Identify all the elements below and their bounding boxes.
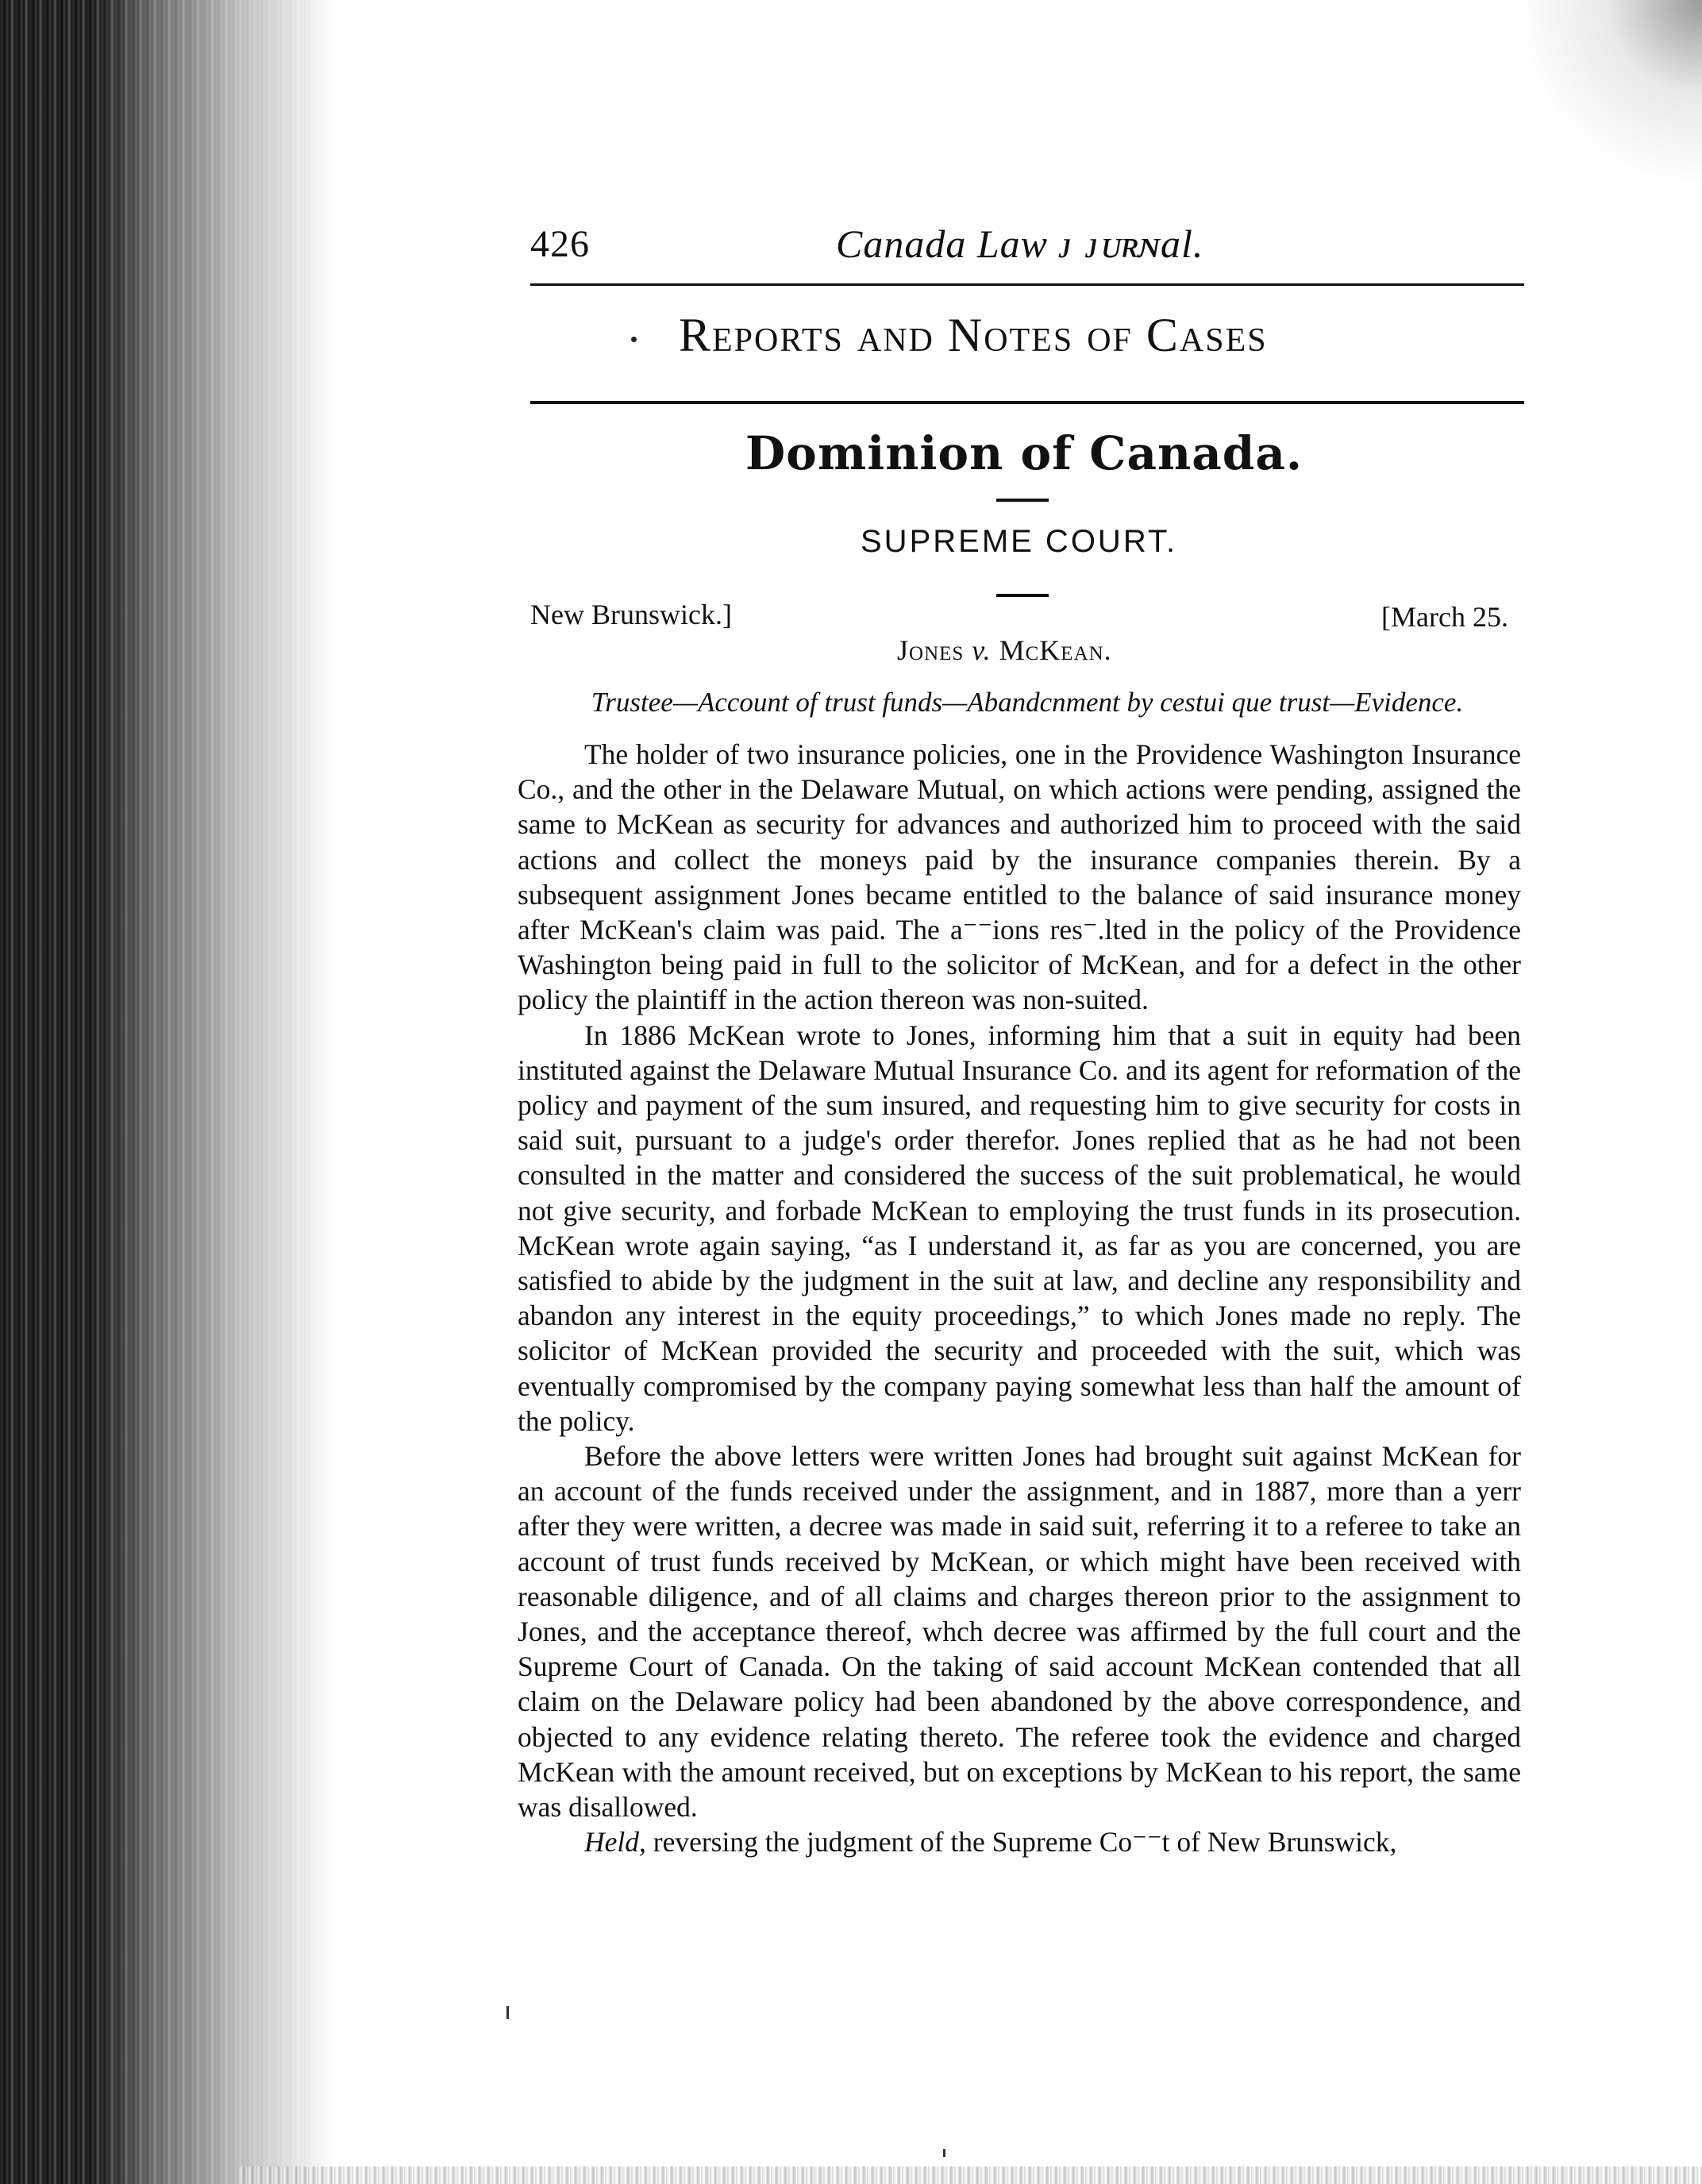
case-name (897, 634, 1112, 667)
scan-artifact (943, 2149, 945, 2157)
journal-title: Canada Law ᴊ ᴊᴜʀɴal. (836, 221, 1204, 266)
held-label: Held, (584, 1826, 646, 1859)
headnote: Trustee—Account of trust funds—Abandcnment by cestui que trust—Evidence. (591, 687, 1464, 718)
page-bottom-edge (238, 2167, 1702, 2184)
court-heading: SUPREME COURT. (861, 524, 1178, 559)
party-defendant: McKean. (999, 634, 1112, 666)
page-number: 426 (530, 223, 590, 265)
section-title: Reports and Notes of Cases (679, 309, 1268, 361)
short-divider (996, 499, 1049, 502)
jurisdiction-heading: Dominion of Canada. (745, 426, 1303, 480)
scan-artifact (506, 2006, 509, 2019)
body-paragraph: The holder of two insurance policies, one in the Providence Washington Insurance Co., and the other in the Delaware Mutual, on which actions were pending, assigned the same to McKean as security for advances and authorized him to proceed with the said actions and collect the moneys paid by the insurance companies therein. By a subsequent assignment Jones became entitled to the balance of said insurance money after McKean's claim was paid. The a⁻⁻ions res⁻.lted in the policy of the Providence Washington being paid in full to the solicitor of McKean, and for a defect in the other policy the plaintiff in the action thereon was non-suited. (518, 738, 1521, 1016)
party-plaintiff: Jones (897, 634, 965, 666)
running-head (530, 221, 1524, 278)
body-paragraph: Before the above letters were written Jones had brought suit against McKean for an account of the funds received under the assignment, and in 1887, more than a yerr after they were written, a decree was made in said suit, referring it to a referee to take an account of trust funds received by McKean, or which might have been received with reasonable diligence, and of all claims and charges thereon prior to the assignment to Jones, and the acceptance thereof, whch decree was affirmed by the full court and the Supreme Court of Canada. On the taking of said account McKean contended that all claim on the Delaware policy had been abandoned by the above correspondence, and objected to any evidence relating thereto. The referee took the evidence and charged McKean with the amount received, but on exceptions by McKean to his report, the same was disallowed. (518, 1440, 1521, 1824)
spine-shadow (95, 0, 333, 2184)
held-paragraph (518, 1824, 1521, 1859)
bullet-dot (631, 337, 637, 342)
case-date: [March 25. (1381, 601, 1508, 633)
header-rule (530, 283, 1524, 286)
case-body (518, 737, 1521, 1860)
body-paragraph: In 1886 McKean wrote to Jones, informing him that a suit in equity had been instituted against the Delaware Mutual Insurance Co. and its agent for reformation of the policy and payment of the sum insured, and requesting him to give security for costs in said suit, pursuant to a judge's order therefor. Jones replied that as he had not been consulted in the matter and considered the success of the suit problematical, he would not give security, and forbade McKean to employing the trust funds in its prosecution. McKean wrote again saying, “as I understand it, as far as you are concerned, you are satisfied to abide by the judgment in the suit at law, and decline any responsibility and abandon any interest in the equity proceedings,” to which Jones made no reply. The solicitor of McKean provided the security and proceeded with the suit, which was eventually compromised by the company paying somewhat less than half the amount of the policy. (518, 1019, 1521, 1437)
case-venue: New Brunswick.] (530, 599, 732, 630)
page-corner-shadow (1527, 0, 1702, 206)
held-text: reversing the judgment of the Supreme Co⁻⁻t of New Brunswick, (645, 1826, 1397, 1859)
versus: v. (972, 634, 992, 666)
short-divider (996, 594, 1049, 597)
section-rule (530, 401, 1524, 404)
